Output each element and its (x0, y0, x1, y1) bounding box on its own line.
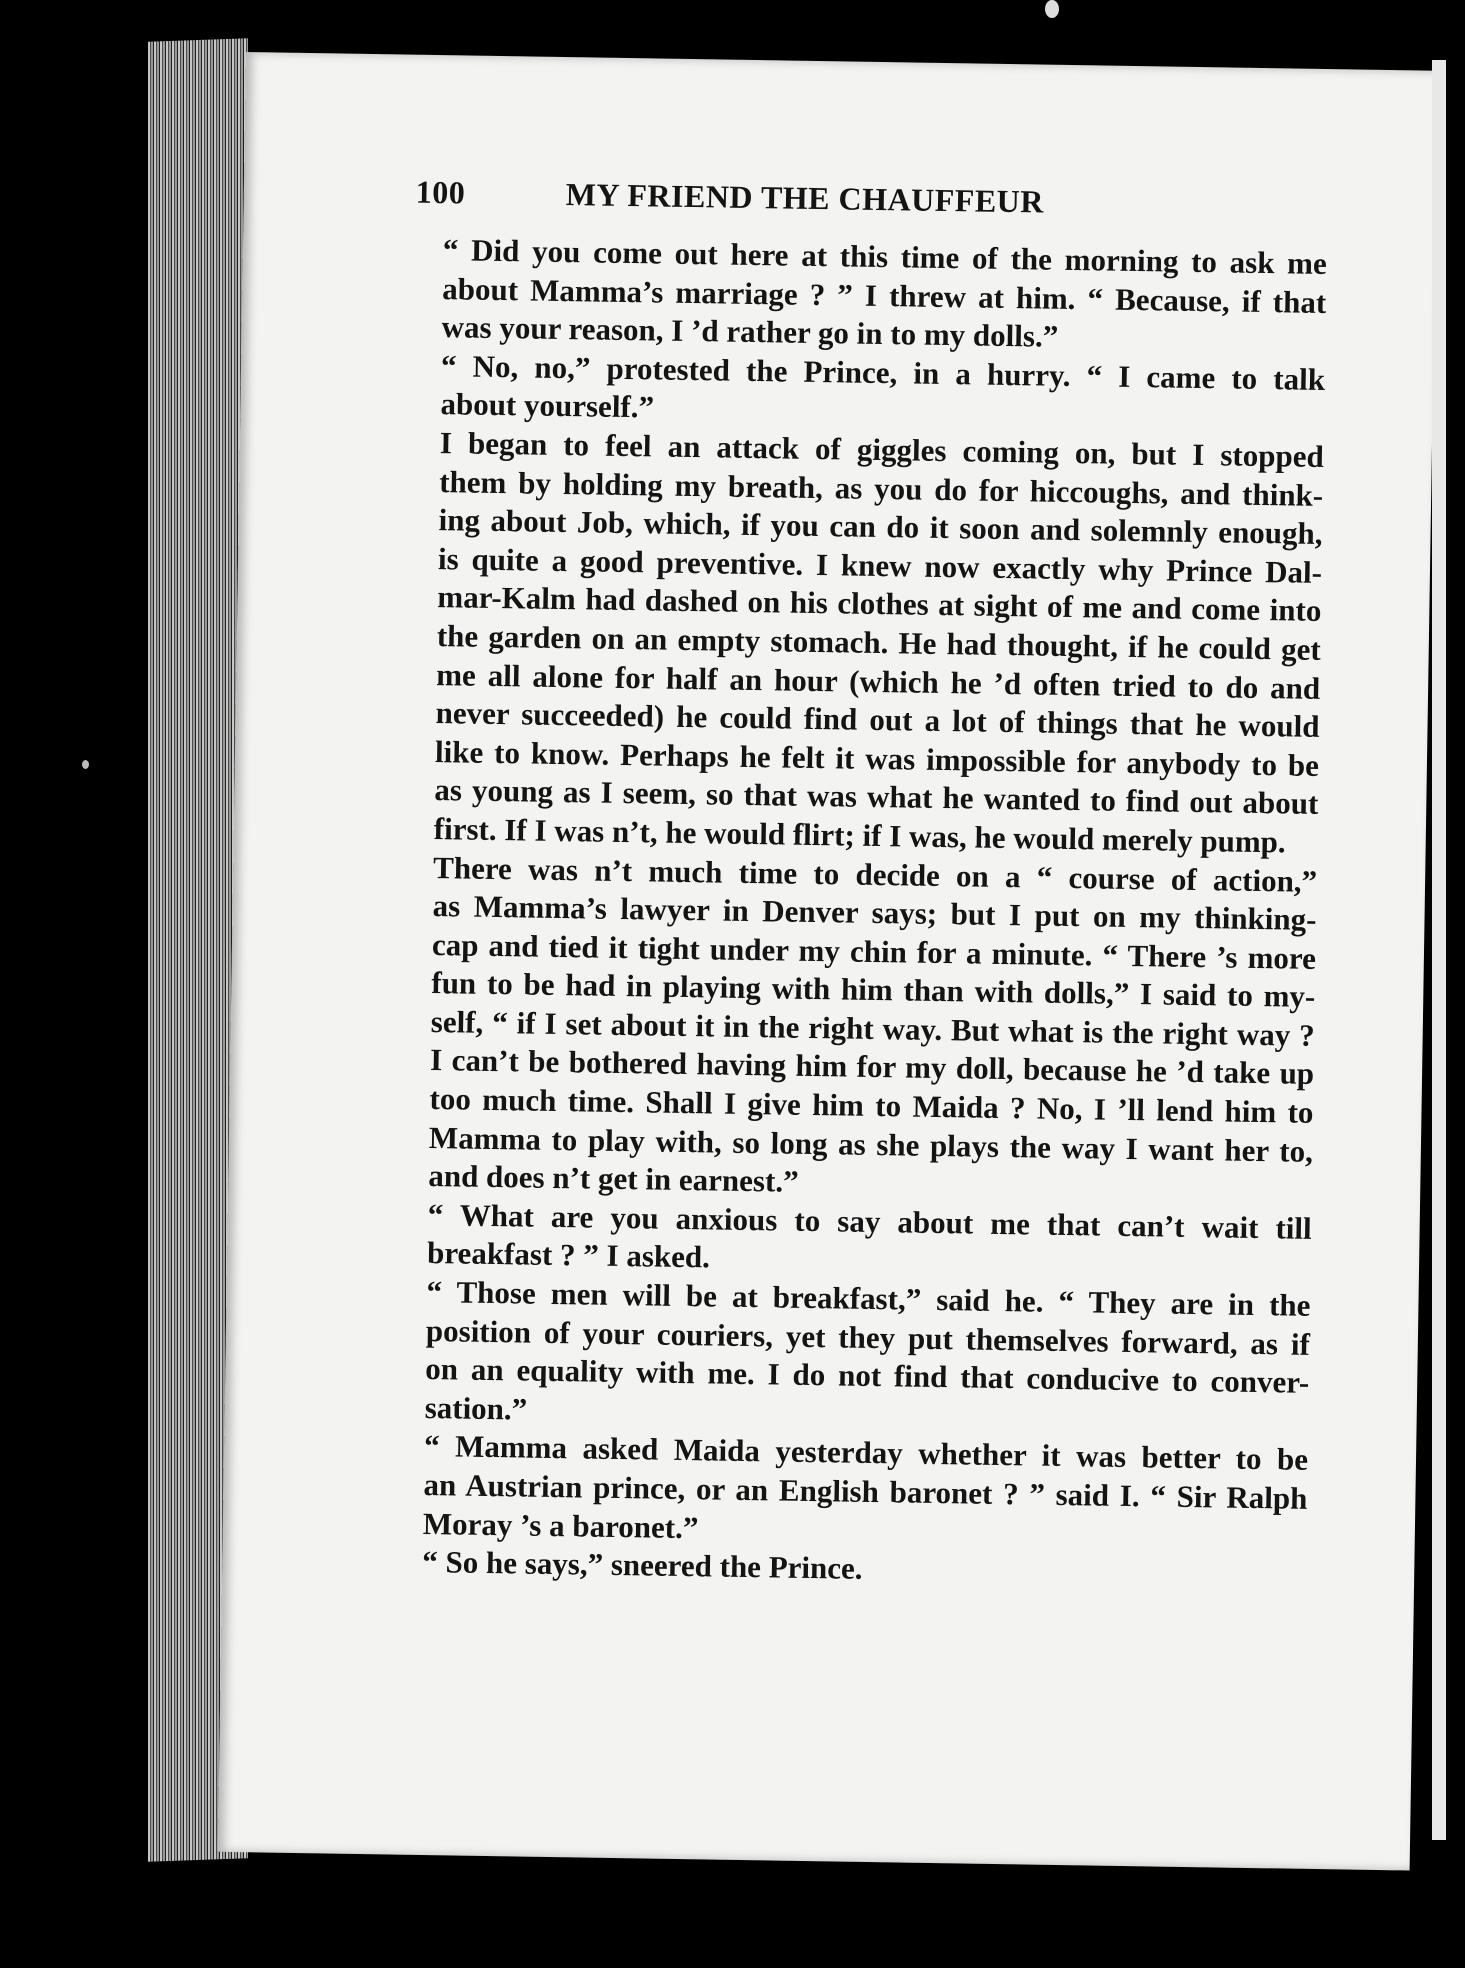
text-line: Mamma to play with, so long as she plays the way I want her to, (428, 1119, 1314, 1169)
text-line: on an equality with me. I do not find that conducive to conver- (425, 1351, 1310, 1401)
page-sheet (218, 52, 1438, 1871)
scan-speck (1045, 0, 1059, 18)
text-line: “ Those men will be at breakfast,” said he. “ They are in the (426, 1274, 1311, 1323)
text-line: cap and tied it tight under my chin for a minute. “ There ’s more (431, 926, 1317, 976)
text-line: I can’t be bothered having him for my doll, because he ’d take up (429, 1042, 1315, 1092)
text-line: Moray ’s a baronet.” (422, 1505, 699, 1545)
text-line: is quite a good preventive. I knew now exactly why Prince Dal- (437, 540, 1323, 590)
paragraph (395, 1427, 1309, 1557)
text-line: “ Did you come out here at this time of the morning to ask me (442, 232, 1328, 282)
text-line: “ Mamma asked Maida yesterday whether it was better to be (423, 1428, 1309, 1478)
text-line: as Mamma’s lawyer in Denver says; but I put on my thinking- (432, 888, 1317, 938)
text-line: about Mamma’s marriage ? ” I threw at him. “ Because, if that (442, 270, 1327, 320)
paragraph (412, 346, 1325, 438)
page-content (394, 173, 1328, 1596)
text-line: first. If I was n’t, he would flirt; if I was, he would merely pump. (433, 810, 1286, 860)
text-line: too much time. Shall I give him to Maida ? No, I ’ll lend him to (429, 1081, 1314, 1130)
paragraph (399, 1195, 1312, 1287)
text-line: and does n’t get in earnest.” (428, 1158, 799, 1200)
text-line: an Austrian prince, or an English baronet ? ” said I. “ Sir Ralph (423, 1466, 1308, 1516)
text-line: them by holding my breath, as you do for hiccoughs, and think- (439, 463, 1324, 513)
text-line: “ No, no,” protested the Prince, in a hurry. “ I came to talk (440, 347, 1326, 397)
text-line: never succeeded) he could find out a lot of things that he would (435, 695, 1320, 745)
text-line: “ So he says,” sneered the Prince. (422, 1544, 863, 1587)
text-line: fun to be had in playing with him than with dolls,” I said to my- (431, 965, 1316, 1015)
text-line: was your reason, I ’d rather go in to my dolls.” (441, 309, 1059, 354)
paragraph (396, 1273, 1310, 1442)
paragraph (400, 848, 1317, 1210)
text-line: the garden on an empty stomach. He had thought, if he could get (436, 618, 1322, 667)
text-line: breakfast ? ” I asked. (426, 1235, 711, 1275)
page-number: 100 (415, 173, 466, 211)
adjacent-page-edge (1432, 60, 1446, 1840)
scan-speck (82, 760, 89, 769)
text-line: mar-Kalm had dashed on his clothes at sight of me and come into (437, 579, 1322, 629)
text-line: me all alone for half an hour (which he ’d often tried to do and (435, 656, 1321, 706)
text-line: as young as I seem, so that was what he wanted to find out about (434, 772, 1319, 822)
text-line: sation.” (424, 1389, 528, 1427)
text-line: self, “ if I set about it in the right way. But what is the right way ? (430, 1003, 1315, 1053)
text-line: like to know. Perhaps he felt it was impossible for anybody to be (434, 733, 1320, 783)
text-line: “ What are you anxious to say about me that can’t wait till (427, 1196, 1312, 1246)
paragraph (413, 231, 1327, 361)
body-text (394, 231, 1327, 1596)
text-line: There was n’t much time to decide on a “ course of action,” (432, 849, 1318, 899)
text-line: about yourself.” (440, 386, 655, 425)
text-line: ing about Job, which, if you can do it soon and solemnly enough, (438, 502, 1323, 552)
paragraph (406, 424, 1325, 863)
text-line: position of your couriers, yet they put themselves forward, as if (425, 1312, 1311, 1362)
text-line: I began to feel an attack of giggles coming on, but I stopped (439, 425, 1325, 474)
running-title: MY FRIEND THE CHAUFFEUR (565, 176, 1045, 220)
